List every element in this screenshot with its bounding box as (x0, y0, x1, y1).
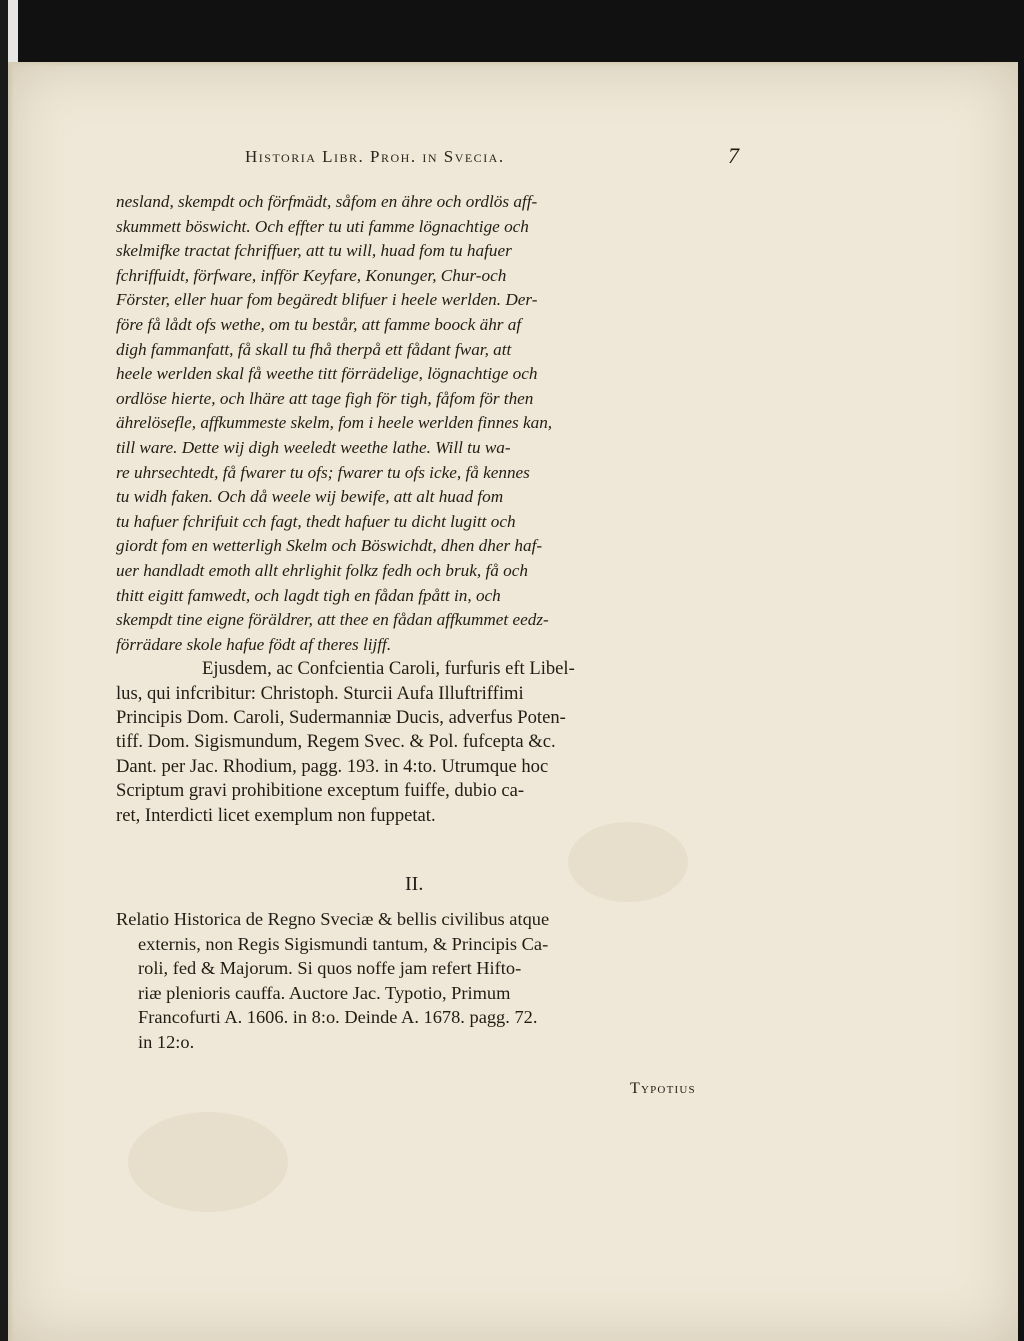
text-line: tu hafuer fchrifuit cch fagt, thedt hafuer tu dicht lugitt och (116, 511, 516, 531)
text-line: ret, Interdicti licet exemplum non fuppetat. (116, 804, 436, 826)
main-text (116, 190, 741, 828)
text-line: Scriptum gravi prohibitione exceptum fuiffe, dubio ca- (116, 780, 525, 802)
page-number: 7 (728, 143, 739, 168)
left-dark-margin (0, 0, 8, 1341)
text-line: Ejusdem, ac Confcientia Caroli, furfuris eft Libel- (202, 658, 575, 680)
text-line: skempdt tine eigne föräldrer, att thee en fådan affkummet eedz- (116, 610, 549, 630)
page-top-edge (8, 62, 1018, 67)
text-line: digh fammanfatt, få skall tu fhå therpå ett fådant fwar, att (116, 339, 512, 359)
text-line: till ware. Dette wij digh weeledt weethe lathe. Will tu wa- (116, 437, 511, 457)
text-line: giordt fom en wetterligh Skelm och Böswichdt, dhen dher haf- (116, 536, 543, 556)
text-line: uer handladt emoth allt ehrlighit folkz fedh och bruk, få och (116, 560, 528, 580)
section-number: II. (405, 873, 424, 895)
text-line: riæ plenioris cauffa. Auctore Jac. Typotio, Primum (138, 982, 511, 1003)
catchword: Typotius (630, 1080, 696, 1097)
text-line: tu widh faken. Och då weele wij bewife, att alt huad fom (116, 487, 504, 507)
swedish-quotation (116, 190, 741, 657)
text-line: skummett böswicht. Och effter tu uti famme lögnachtige och (116, 216, 529, 236)
relatio-paragraph (116, 907, 741, 1055)
text-line: re uhrsechtedt, få fwarer tu ofs; fwarer tu ofs icke, få kennes (116, 462, 530, 482)
top-margin-gap (8, 0, 18, 62)
text-line: Förster, eller huar fom begäredt blifuer i heele werlden. Der- (116, 290, 538, 310)
paper-stain (568, 822, 688, 902)
text-line: skelmifke tractat fchriffuer, att tu will, huad fom tu hafuer (116, 241, 512, 261)
text-line: nesland, skempdt och förfmädt, såfom en ähre och ordlös aff- (116, 192, 538, 211)
text-line: heele werlden skal få weethe titt förrädelige, lögnachtige och (116, 364, 538, 384)
text-line: före få lådt ofs wethe, om tu består, att famme boock ähr af (116, 314, 522, 334)
text-line: Francofurti A. 1606. in 8:o. Deinde A. 1678. pagg. 72. (138, 1007, 538, 1028)
text-line: tiff. Dom. Sigismundum, Regem Svec. & Pol. fufcepta &c. (116, 731, 556, 753)
latin-paragraph (116, 657, 741, 828)
text-line: ordlöse hierte, och lhäre att tage figh för tigh, fåfom för then (116, 388, 534, 408)
text-line: thitt eigitt famwedt, och lagdt tigh en fådan fpått in, och (116, 585, 501, 605)
text-line: ährelösefle, affkummeste skelm, fom i heele werlden finnes kan, (116, 413, 553, 433)
text-line: fchriffuidt, förfware, infför Keyfare, Konunger, Chur-och (116, 265, 507, 285)
text-line: Principis Dom. Caroli, Sudermanniæ Ducis, adverfus Poten- (116, 707, 566, 729)
text-line: roli, fed & Majorum. Si quos noffe jam refert Hifto- (138, 958, 522, 979)
paper-stain (128, 1112, 288, 1212)
text-line: lus, qui infcribitur: Christoph. Sturcii Aufa Illuftriffimi (116, 682, 524, 704)
running-head: Historia Libr. Proh. in Svecia. (245, 147, 505, 166)
text-line: Relatio Historica de Regno Sveciæ & bellis civilibus atque (116, 909, 550, 929)
text-line: externis, non Regis Sigismundi tantum, & Principis Ca- (138, 933, 549, 954)
text-line: in 12:o. (138, 1031, 195, 1052)
page-left-edge (8, 62, 14, 1341)
text-line: Dant. per Jac. Rhodium, pagg. 193. in 4:to. Utrumque hoc (116, 755, 549, 777)
text-line: förrädare skole hafue födt af theres lijff. (116, 634, 392, 654)
